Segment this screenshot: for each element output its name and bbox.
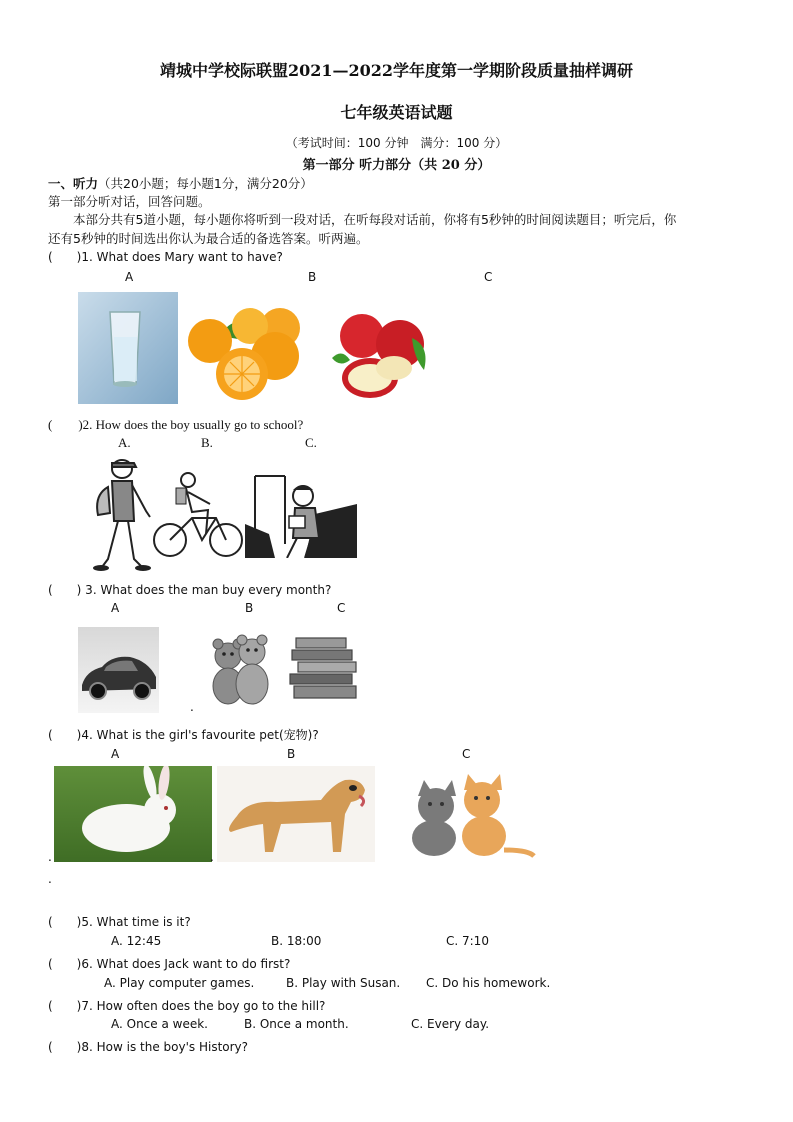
q7-option-c: C. Every day. <box>411 1017 490 1031</box>
books-image <box>288 636 362 706</box>
part-title: 第一部分 听力部分（共 20 分） <box>302 158 491 173</box>
dot-separator: . <box>210 850 214 864</box>
q1-label-c: C <box>484 270 493 284</box>
apples-image <box>322 308 440 404</box>
question-2: ( )2. How does the boy usually go to school? <box>48 417 304 432</box>
question-8: ( )8. How is the boy's History? <box>48 1040 249 1054</box>
question-6: ( )6. What does Jack want to do first? <box>48 957 291 971</box>
q3-label-a: A <box>111 601 120 615</box>
section-heading-rest: （共20小题；每小题1分，满分20分） <box>98 176 313 191</box>
q1-label-a: A <box>125 270 134 284</box>
q5-option-c: C. 7:10 <box>446 934 489 948</box>
q4-label-c: C <box>462 747 471 761</box>
exam-info: （考试时间：100 分钟 满分：100 分） <box>285 136 508 150</box>
q2-label-c: C. <box>305 435 317 450</box>
teddy-bears-image <box>206 632 272 712</box>
q6-option-b: B. Play with Susan. <box>286 976 401 990</box>
dot-separator: . <box>48 850 52 864</box>
question-3: ( ) 3. What does the man buy every month? <box>48 583 332 597</box>
q7-option-a: A. Once a week. <box>111 1017 208 1031</box>
dog-image <box>217 766 375 862</box>
q1-label-b: B <box>308 270 317 284</box>
kittens-image <box>378 766 544 862</box>
section-heading <box>48 174 313 192</box>
walking-boy-image <box>88 455 154 575</box>
bus-passenger-image <box>245 474 357 558</box>
glass-of-water-image <box>78 292 178 404</box>
question-5: ( )5. What time is it? <box>48 915 191 929</box>
car-image <box>78 627 159 713</box>
q4-label-a: A <box>111 747 120 761</box>
sub-heading: 第一部分听对话，回答问题。 <box>48 194 211 209</box>
section-heading-bold: 一、听力 <box>48 176 99 191</box>
oranges-image <box>180 296 315 402</box>
bicycle-boy-image <box>152 470 244 560</box>
question-1: ( )1. What does Mary want to have? <box>48 250 283 264</box>
q3-label-b: B <box>245 601 254 615</box>
exam-title: 靖城中学校际联盟2021—2022学年度第一学期阶段质量抽样调研 <box>159 61 634 80</box>
instruction-line-2: 还有5秒钟的时间选出你认为最合适的备选答案。听两遍。 <box>48 231 369 246</box>
q7-option-b: B. Once a month. <box>244 1017 349 1031</box>
rabbit-image <box>54 766 212 862</box>
q6-option-c: C. Do his homework. <box>426 976 551 990</box>
q2-label-a: A. <box>118 435 131 450</box>
q5-option-a: A. 12:45 <box>111 934 162 948</box>
q6-option-a: A. Play computer games. <box>104 976 255 990</box>
q5-option-b: B. 18:00 <box>271 934 322 948</box>
q2-label-b: B. <box>201 435 213 450</box>
dot-separator: . <box>190 700 194 714</box>
instruction-line-1: 本部分共有5道小题，每小题你将听到一段对话，在听每段对话前，你将有5秒钟的时间阅读题目；听完后，你 <box>73 212 677 227</box>
question-7: ( )7. How often does the boy go to the hill? <box>48 999 326 1013</box>
q3-label-c: C <box>337 601 346 615</box>
question-4: ( )4. What is the girl's favourite pet(宠物)? <box>48 728 319 742</box>
q4-label-b: B <box>287 747 296 761</box>
exam-subtitle: 七年级英语试题 <box>340 103 453 122</box>
dot-separator: . <box>48 872 52 886</box>
